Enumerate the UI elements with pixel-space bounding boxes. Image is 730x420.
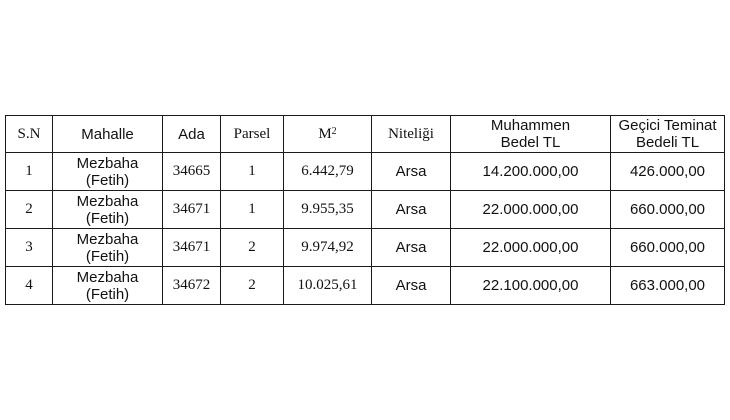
cell-muhammen-bedel: 22.000.000,00 [451, 191, 611, 229]
header-m2-base: M [318, 125, 332, 142]
header-muhammen-line2: Bedel TL [500, 134, 561, 151]
cell-sn: 3 [6, 229, 53, 267]
cell-parsel: 2 [221, 267, 284, 305]
header-mahalle: Mahalle [53, 116, 163, 153]
cell-m2: 9.955,35 [284, 191, 372, 229]
cell-mahalle-line2: (Fetih) [85, 285, 130, 303]
header-teminat-line1: Geçici Teminat [618, 117, 717, 134]
cell-muhammen-bedel: 22.000.000,00 [451, 229, 611, 267]
parcel-tender-table [5, 115, 725, 305]
table-row [6, 191, 725, 229]
cell-ada: 34671 [163, 229, 221, 267]
cell-gecici-teminat: 663.000,00 [611, 267, 725, 305]
table-row [6, 267, 725, 305]
header-m2-superscript: 2 [331, 125, 337, 137]
cell-niteligi: Arsa [372, 191, 451, 229]
cell-ada: 34665 [163, 153, 221, 191]
cell-gecici-teminat: 660.000,00 [611, 191, 725, 229]
header-sn: S.N [6, 116, 53, 153]
cell-parsel: 1 [221, 153, 284, 191]
header-muhammen-line1: Muhammen [490, 117, 571, 134]
cell-gecici-teminat: 426.000,00 [611, 153, 725, 191]
cell-mahalle-line1: Mezbaha [76, 192, 139, 210]
cell-mahalle-line1: Mezbaha [76, 268, 139, 286]
cell-muhammen-bedel: 14.200.000,00 [451, 153, 611, 191]
cell-m2: 10.025,61 [284, 267, 372, 305]
table-row [6, 229, 725, 267]
cell-m2: 9.974,92 [284, 229, 372, 267]
cell-mahalle-line2: (Fetih) [85, 171, 130, 189]
cell-mahalle [53, 191, 163, 229]
cell-mahalle-line1: Mezbaha [76, 230, 139, 248]
cell-sn: 4 [6, 267, 53, 305]
header-gecici-teminat [611, 116, 725, 153]
cell-niteligi: Arsa [372, 153, 451, 191]
cell-mahalle [53, 229, 163, 267]
header-m2 [284, 116, 372, 153]
cell-m2: 6.442,79 [284, 153, 372, 191]
table-row [6, 153, 725, 191]
cell-mahalle-line1: Mezbaha [76, 154, 139, 172]
table-header-row [6, 116, 725, 153]
cell-mahalle [53, 267, 163, 305]
cell-parsel: 1 [221, 191, 284, 229]
cell-ada: 34671 [163, 191, 221, 229]
cell-sn: 2 [6, 191, 53, 229]
cell-mahalle-line2: (Fetih) [85, 247, 130, 265]
cell-parsel: 2 [221, 229, 284, 267]
cell-ada: 34672 [163, 267, 221, 305]
cell-niteligi: Arsa [372, 267, 451, 305]
header-niteligi: Niteliği [372, 116, 451, 153]
cell-gecici-teminat: 660.000,00 [611, 229, 725, 267]
header-teminat-line2: Bedeli TL [635, 134, 700, 151]
cell-sn: 1 [6, 153, 53, 191]
cell-niteligi: Arsa [372, 229, 451, 267]
header-muhammen-bedel [451, 116, 611, 153]
cell-mahalle-line2: (Fetih) [85, 209, 130, 227]
header-ada: Ada [163, 116, 221, 153]
cell-mahalle [53, 153, 163, 191]
header-parsel: Parsel [221, 116, 284, 153]
cell-muhammen-bedel: 22.100.000,00 [451, 267, 611, 305]
